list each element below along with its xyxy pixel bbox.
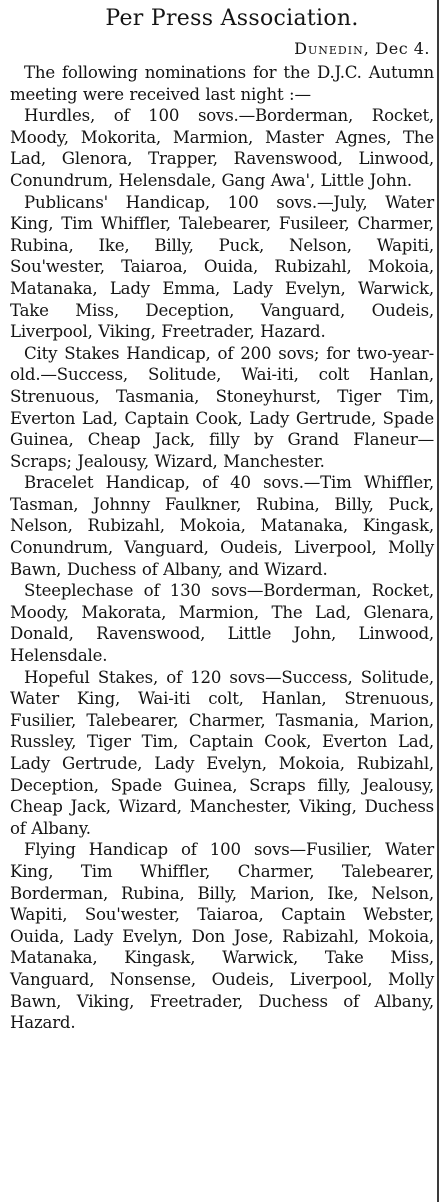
hopeful-stakes-nominations: Hopeful Stakes, of 120 sovs—Success, Solitude, Water King, Wai-iti colt, Hanlan, Strenuous, Fusilier, Talebearer, Charmer, Tasmania, Marion, Russley, Tiger Tim, Captain Cook, Everton Lad, Lady Gertrude, Lady Evelyn, Mokoia, Rubizahl, Deception, Spade Guinea, Scraps filly, Jealousy, Cheap Jack, Wizard, Manchester, Viking, Duchess of Albany. [10, 667, 434, 838]
article-headline: Per Press Association. [105, 6, 359, 31]
hurdles-nominations: Hurdles, of 100 sovs.—Borderman, Rocket, Moody, Mokorita, Marmion, Master Agnes, The Lad, Glenora, Trapper, Ravenswood, Linwood, Conundrum, Helensdale, Gang Awa', Little John. [10, 106, 434, 190]
dateline [10, 38, 430, 60]
bracelet-handicap-nominations: Bracelet Handicap, of 40 sovs.—Tim Whiffler, Tasman, Johnny Faulkner, Rubina, Billy, Puck, Nelson, Rubizahl, Mokoia, Matanaka, Kingask, Conundrum, Vanguard, Oudeis, Liverpool, Molly Bawn, Duchess of Albany, and Wizard. [10, 473, 434, 579]
city-stakes-handicap-nominations: City Stakes Handicap, of 200 sovs; for two-year-old.—Success, Solitude, Wai-iti, colt Hanlan, Strenuous, Tasmania, Stoneyhurst, Tiger Tim, Everton Lad, Captain Cook, Lady Gertrude, Spade Guinea, Cheap Jack, filly by Grand Flaneur—Scraps; Jealousy, Wizard, Manchester. [10, 343, 434, 471]
dateline-place: Dunedin, [294, 39, 370, 58]
dateline-date: Dec 4. [375, 39, 430, 58]
steeplechase-nominations: Steeplechase of 130 sovs—Borderman, Rocket, Moody, Makorata, Marmion, The Lad, Glenara, Donald, Ravenswood, Little John, Linwood, Helensdale. [10, 581, 434, 666]
news-column [10, 0, 434, 1034]
flying-handicap-nominations: Flying Handicap of 100 sovs—Fusilier, Water King, Tim Whiffler, Charmer, Talebearer, Borderman, Rubina, Billy, Marion, Ike, Nelson, Wapiti, Sou'wester, Taiaroa, Captain Webster, Ouida, Lady Evelyn, Don Jose, Rabizahl, Mokoia, Matanaka, Kingask, Warwick, Take Miss, Vanguard, Nonsense, Oudeis, Liverpool, Molly Bawn, Viking, Freetrader, Duchess of Albany, Hazard. [10, 840, 434, 1033]
publicans-handicap-nominations: Publicans' Handicap, 100 sovs.—July, Water King, Tim Whiffler, Talebearer, Fusileer, Charmer, Rubina, Ike, Billy, Puck, Nelson, Wapiti, Sou'wester, Taiaroa, Ouida, Rubizahl, Mokoia, Matanaka, Lady Emma, Lady Evelyn, Warwick, Take Miss, Deception, Vanguard, Oudeis, Liverpool, Viking, Freetrader, Hazard. [10, 192, 434, 342]
intro-paragraph: The following nominations for the D.J.C. Autumn meeting were received last night :— [10, 63, 434, 104]
